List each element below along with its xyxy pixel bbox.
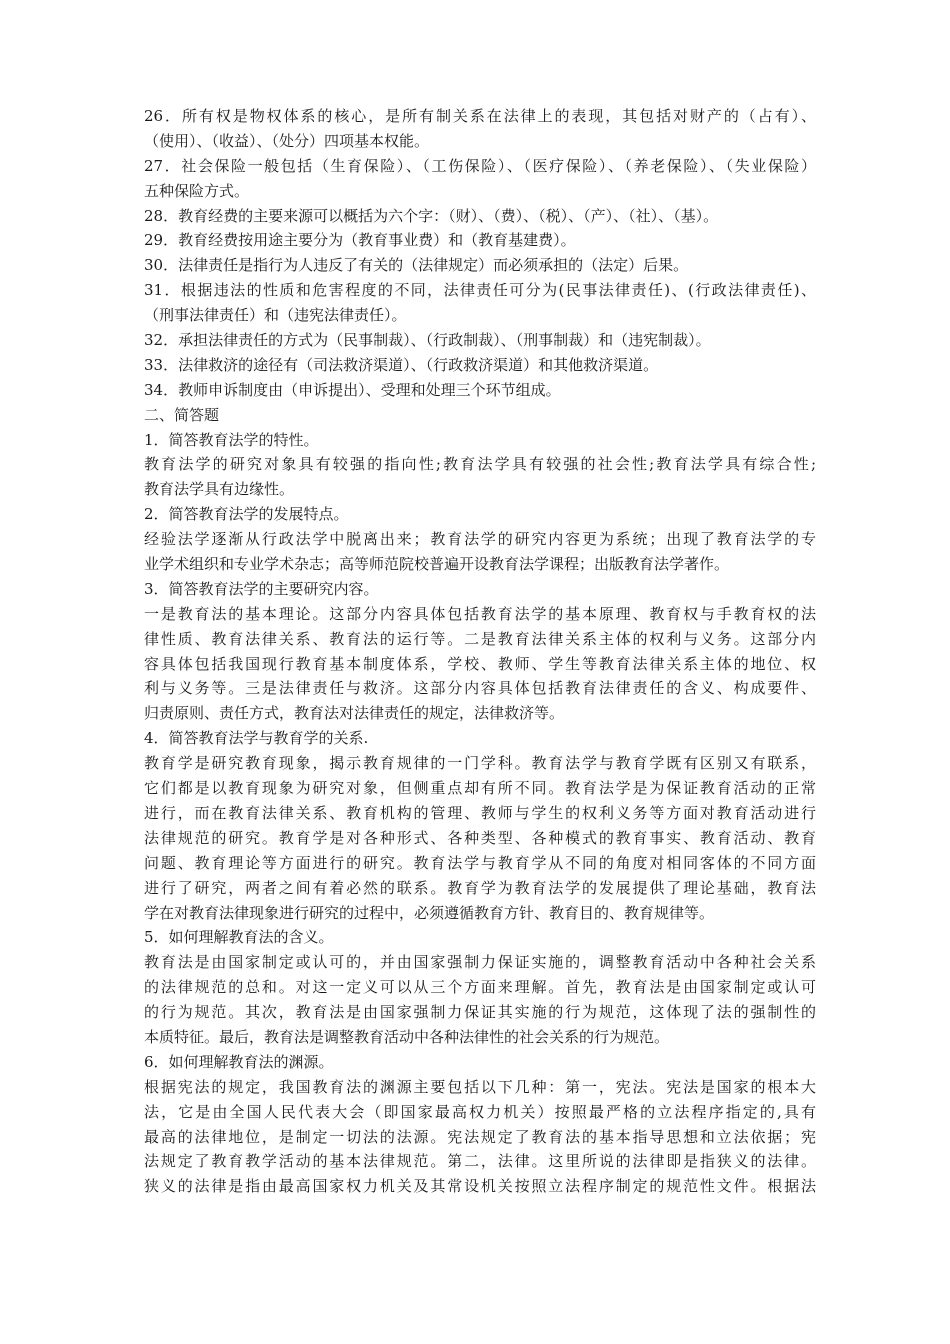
text-line: 二、简答题 (144, 405, 220, 424)
text-line: 法律规范的研究。教育学是对各种形式、各种类型、各种模式的教育事实、教育活动、教育 (144, 828, 816, 847)
text-line: 法，它是由全国人民代表大会（即国家最高权力机关）按照最严格的立法程序指定的,具有 (144, 1102, 816, 1121)
text-line: 2．简答教育法学的发展特点。 (144, 505, 349, 524)
text-line: 教育法是由国家制定或认可的，并由国家强制力保证实施的，调整教育活动中各种社会关系 (144, 953, 816, 972)
text-line: 一是教育法的基本理论。这部分内容具体包括教育法学的基本原理、教育权与手教育权的法 (144, 604, 816, 623)
text-line: 27．社会保险一般包括（生育保险）、（工伤保险）、（医疗保险）、（养老保险）、（失业保险） (144, 156, 816, 175)
text-line: 它们都是以教育现象为研究对象，但侧重点却有所不同。教育法学是为保证教育活动的正常 (144, 779, 816, 798)
document-page (144, 104, 816, 1199)
text-line: 狭义的法律是指由最高国家权力机关及其常设机关按照立法程序制定的规范性文件。根据法 (144, 1177, 816, 1196)
text-line: 的法律规范的总和。对这一定义可以从三个方面来理解。首先，教育法是由国家制定或认可 (144, 978, 816, 997)
text-line: 3．简答教育法学的主要研究内容。 (144, 579, 379, 598)
text-line: 33．法律救济的途径有（司法救济渠道）、（行政救济渠道）和其他救济渠道。 (144, 355, 659, 374)
text-line: 归责原则、责任方式，教育法对法律责任的规定，法律救济等。 (144, 704, 565, 723)
text-line: 34．教师申诉制度由（申诉提出）、受理和处理三个环节组成。 (144, 380, 561, 399)
text-line: 6．如何理解教育法的渊源。 (144, 1052, 334, 1071)
text-line: 的行为规范。其次，教育法是由国家强制力保证其实施的行为规范，这体现了法的强制性的 (144, 1003, 816, 1022)
text-line: 1．简答教育法学的特性。 (144, 430, 319, 449)
text-line: 学在对教育法律现象进行研究的过程中，必须遵循教育方针、教育目的、教育规律等。 (144, 903, 715, 922)
text-line: 根据宪法的规定，我国教育法的渊源主要包括以下几种：第一，宪法。宪法是国家的根本大 (144, 1077, 816, 1096)
text-line: 律性质、教育法律关系、教育法的运行等。二是教育法律关系主体的权利与义务。这部分内 (144, 629, 816, 648)
text-line: （使用）、（收益）、（处分）四项基本权能。 (144, 131, 430, 150)
text-line: 进行，而在教育法律关系、教育机构的管理、教师与学生的权利义务等方面对教育活动进行 (144, 803, 816, 822)
text-line: 31．根据违法的性质和危害程度的不同，法律责任可分为(民事法律责任)、(行政法律责任)、 (144, 281, 816, 300)
text-line: 业学术组织和专业学术杂志；高等师范院校普遍开设教育法学课程；出版教育法学著作。 (144, 555, 730, 574)
text-line: 问题、教育理论等方面进行的研究。教育法学与教育学从不同的角度对相同客体的不同方面 (144, 853, 816, 872)
text-line: 5．如何理解教育法的含义。 (144, 928, 334, 947)
text-line: 29．教育经费按用途主要分为（教育事业费）和（教育基建费）。 (144, 231, 576, 250)
text-line: 法规定了教育教学活动的基本法律规范。第二，法律。这里所说的法律即是指狭义的法律。 (144, 1152, 816, 1171)
text-line: 经验法学逐渐从行政法学中脱离出来；教育法学的研究内容更为系统；出现了教育法学的专 (144, 530, 816, 549)
text-line: 教育学是研究教育现象，揭示教育规律的一门学科。教育法学与教育学既有区别又有联系， (144, 754, 816, 773)
text-line: 4．简答教育法学与教育学的关系. (144, 729, 369, 748)
text-line: 32．承担法律责任的方式为（民事制裁）、（行政制裁）、（刑事制裁）和（违宪制裁）。 (144, 331, 711, 350)
text-line: 进行了研究，两者之间有着必然的联系。教育学为教育法学的发展提供了理论基础，教育法 (144, 878, 816, 897)
text-line: 五种保险方式。 (144, 181, 250, 200)
text-line: 28．教育经费的主要来源可以概括为六个字：（财）、（费）、（税）、（产）、（社）、（基）。 (144, 206, 719, 225)
text-line: 本质特征。最后，教育法是调整教育活动中各种法律性的社会关系的行为规范。 (144, 1027, 670, 1046)
text-line: 教育法学具有边缘性。 (144, 480, 295, 499)
text-line: 容具体包括我国现行教育基本制度体系，学校、教师、学生等教育法律关系主体的地位、权 (144, 654, 816, 673)
text-line: 最高的法律地位，是制定一切法的法源。宪法规定了教育法的基本指导思想和立法依据；宪 (144, 1127, 816, 1146)
text-line: 26．所有权是物权体系的核心，是所有制关系在法律上的表现，其包括对财产的（占有）、 (144, 107, 816, 125)
text-line: 30．法律责任是指行为人违反了有关的（法律规定）而必须承担的（法定）后果。 (144, 256, 689, 275)
text-line: （刑事法律责任）和（违宪法律责任）。 (144, 306, 407, 325)
text-line: 教育法学的研究对象具有较强的指向性;教育法学具有较强的社会性;教育法学具有综合性; (144, 455, 816, 474)
text-line: 利与义务等。三是法律责任与救济。这部分内容具体包括教育法律责任的含义、构成要件、 (144, 679, 816, 698)
